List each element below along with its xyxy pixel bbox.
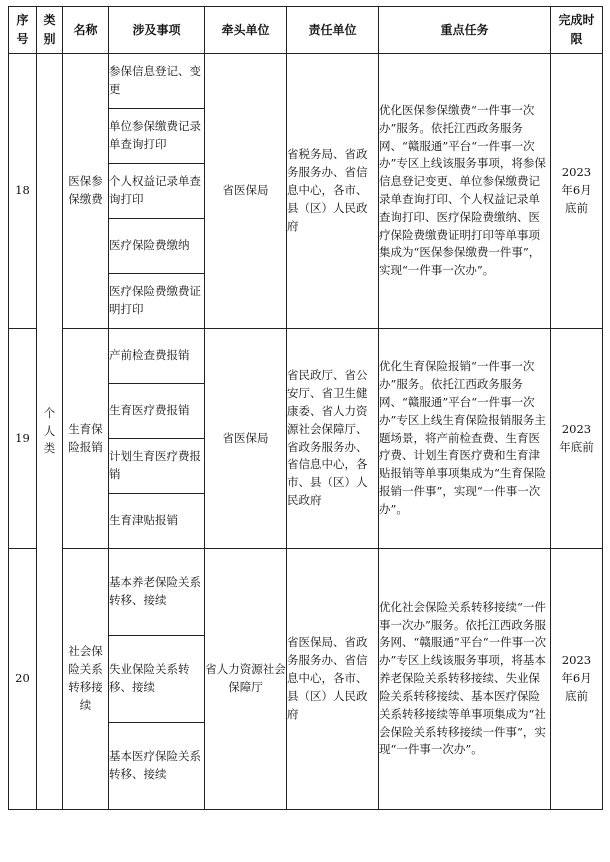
row-task: 优化生育保险报销“一件事一次办”服务。依托江西政务服务网、“赣服通”平台“一件事一次办”专区上线生育保险报销服务主题场景，将产前检查费、生育医疗费、计划生育医疗费和生育津贴报销等单事项集成为“生育保险报销一件事”，实现“一件事一次办”。 (379, 329, 551, 549)
row-resp-unit: 省税务局、省政务服务办、省信息中心，各市、县（区）人民政府 (287, 54, 379, 329)
row-task: 优化社会保险关系转移接续“一件事一次办”服务。依托江西政务服务网、“赣服通”平台“一件事一次办”专区上线该服务事项，将基本养老保险关系转移接续、失业保险关系转移接续、基本医疗保险关系转移接续等单事项集成为“社会保险关系转移接续一件事”，实现“一件事一次办”。 (379, 549, 551, 810)
row-deadline: 2023年6月底前 (551, 54, 603, 329)
row-deadline: 2023年底前 (551, 329, 603, 549)
row-name: 社会保险关系转移接续 (63, 549, 109, 810)
table-row (9, 549, 603, 636)
item-cell: 生育津贴报销 (109, 494, 205, 549)
row-name: 医保参保缴费 (63, 54, 109, 329)
header-seq: 序号 (9, 7, 37, 54)
header-row (9, 7, 603, 54)
row-seq: 19 (9, 329, 37, 549)
item-cell: 基本养老保险关系转移、接续 (109, 549, 205, 636)
row-resp-unit: 省医保局、省政务服务办、省信息中心，各市、县（区）人民政府 (287, 549, 379, 810)
row-lead-unit: 省医保局 (205, 54, 287, 329)
header-name: 名称 (63, 7, 109, 54)
item-cell: 产前检查费报销 (109, 329, 205, 384)
item-cell: 基本医疗保险关系转移、接续 (109, 723, 205, 810)
table-row (9, 54, 603, 109)
task-table (8, 6, 603, 810)
header-category: 类别 (37, 7, 63, 54)
item-cell: 生育医疗费报销 (109, 384, 205, 439)
row-lead-unit: 省人力资源社会保障厅 (205, 549, 287, 810)
header-items: 涉及事项 (109, 7, 205, 54)
header-lead-unit: 牵头单位 (205, 7, 287, 54)
header-resp-unit: 责任单位 (287, 7, 379, 54)
item-cell: 医疗保险费缴费证明打印 (109, 274, 205, 329)
item-cell: 单位参保缴费记录单查询打印 (109, 109, 205, 164)
row-deadline: 2023年6月底前 (551, 549, 603, 810)
category-cell: 个人类 (37, 54, 63, 810)
row-task: 优化医保参保缴费“一件事一次办”服务。依托江西政务服务网、“赣服通”平台“一件事一次办”专区上线该服务事项，将参保信息登记变更、单位参保缴费记录单查询打印、个人权益记录单查询打印、医疗保险费缴纳、医疗保险费缴费证明打印等单事项集成为“医保参保缴费一件事”，实现“一件事一次办”。 (379, 54, 551, 329)
table-row (9, 329, 603, 384)
row-seq: 18 (9, 54, 37, 329)
header-tasks: 重点任务 (379, 7, 551, 54)
row-resp-unit: 省民政厅、省公安厅、省卫生健康委、省人力资源社会保障厅、省政务服务办、省信息中心，各市、县（区）人民政府 (287, 329, 379, 549)
row-lead-unit: 省医保局 (205, 329, 287, 549)
header-deadline: 完成时限 (551, 7, 603, 54)
item-cell: 失业保险关系转移、接续 (109, 636, 205, 723)
item-cell: 医疗保险费缴纳 (109, 219, 205, 274)
row-seq: 20 (9, 549, 37, 810)
item-cell: 计划生育医疗费报销 (109, 439, 205, 494)
item-cell: 个人权益记录单查询打印 (109, 164, 205, 219)
item-cell: 参保信息登记、变更 (109, 54, 205, 109)
row-name: 生育保险报销 (63, 329, 109, 549)
